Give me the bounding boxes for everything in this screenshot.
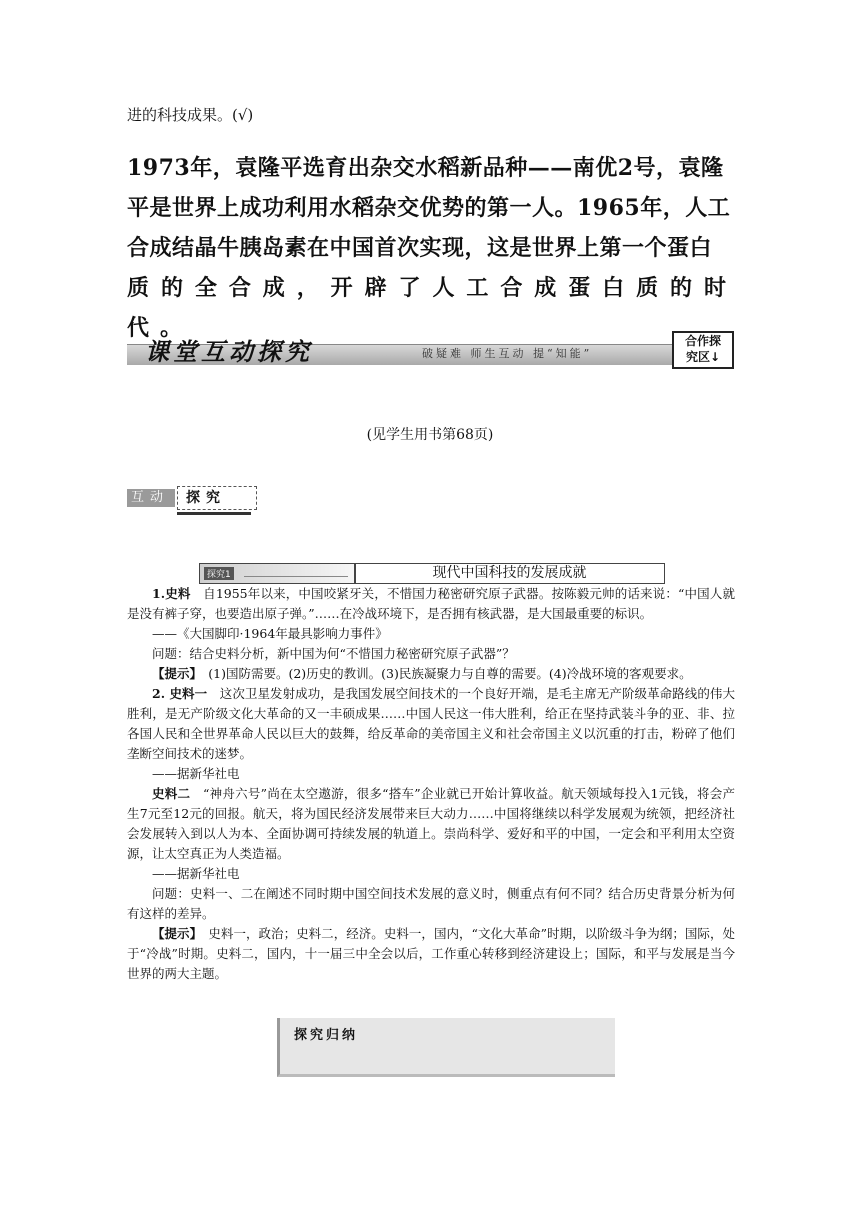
q2-text2: “神舟六号”尚在太空遨游，很多“搭车”企业就已开始计算收益。航天领域每投入1元钱，将会产生7元至12元的回报。航天，将为国民经济发展带来巨大动力……中国将继续以科学发展观为统领，把经济社会发展转入到以人为本、全面协调可持续发展的轨道上。崇尚科学、爱好和平的中国，一定会和平利用太空资源，让太空真正为人类造福。 xyxy=(127,786,735,861)
q2-hint-text: 史料一，政治；史料二，经济。史料一，国内，“文化大革命”时期，以阶级斗争为纲；国际，处于“冷战”时期。史料二，国内，十一届三中全会以后，工作重心转移到经济建设上；国际，和平与发展是当今世界的两大主题。 xyxy=(127,926,735,981)
summary-box xyxy=(277,1018,615,1077)
badge-right: 探究 xyxy=(177,486,257,510)
q2-text1: 这次卫星发射成功，是我国发展空间技术的一个良好开端，是毛主席无产阶级革命路线的伟大胜利，是无产阶级文化大革命的又一丰硕成果……中国人民这一伟大胜利，给正在坚持武装斗争的亚、非、拉各国人民和全世界革命人民以巨大的鼓舞，给反革命的美帝国主义和社会帝国主义以沉重的打击，粉碎了他们垄断空间技术的迷梦。 xyxy=(127,686,735,761)
q2-question: 问题：史料一、二在阐述不同时期中国空间技术发展的意义时，侧重点有何不同？结合历史背景分析为何有这样的差异。 xyxy=(127,886,735,921)
topic-tag-label: 探究1 xyxy=(204,567,234,580)
arrow-icon xyxy=(244,576,348,577)
q1-hint xyxy=(127,664,735,684)
q1-text: 自1955年以来，中国咬紧牙关，不惜国力秘密研究原子武器。按陈毅元帅的话来说：“中国人就是没有裤子穿，也要造出原子弹。”……在冷战环境下，是否拥有核武器，是大国最重要的标识。 xyxy=(127,586,735,621)
summary-line: 1973年，袁隆平选育出杂交水稻新品种——南优2号，袁隆 xyxy=(127,155,724,181)
q1-lead: 1.史料 xyxy=(152,586,191,601)
bold-summary-paragraph xyxy=(127,148,737,348)
q2-material-2 xyxy=(127,784,735,864)
q1-hint-text: (1)国防需要。(2)历史的教训。(3)民族凝聚力与自尊的需要。(4)冷战环境的客观要求。 xyxy=(195,666,692,681)
banner-box-line: 合作探 xyxy=(684,334,721,348)
banner-box-line: 究区↓ xyxy=(685,350,721,364)
banner-title: 课堂互动探究 xyxy=(145,337,313,366)
q1-source: ——《大国脚印·1964年最具影响力事件》 xyxy=(152,626,388,641)
badge-left: 互动 xyxy=(127,489,175,507)
q1-hint-label: 【提示】 xyxy=(152,666,196,681)
exploration-content xyxy=(127,584,735,984)
previous-line: 进的科技成果。(√) xyxy=(127,106,254,124)
banner-zone-box xyxy=(672,331,734,369)
summary-line: 平是世界上成功利用水稻杂交优势的第一人。1965年，人工 xyxy=(127,195,731,221)
topic-name: 现代中国科技的发展成就 xyxy=(354,563,665,584)
hudong-tanjiu-badge xyxy=(127,486,251,516)
q2-material-1 xyxy=(127,684,735,764)
q2-lead2: 史料二 xyxy=(152,786,191,801)
topic-tag xyxy=(199,563,356,584)
topic-header xyxy=(199,563,665,583)
section-banner xyxy=(127,330,734,368)
q2-lead: 2. 史料一 xyxy=(152,686,208,701)
summary-line: 质的全合成，开辟了人工合成蛋白质的时代。 xyxy=(127,275,737,341)
page-reference: (见学生用书第68页) xyxy=(366,427,494,443)
q2-hint xyxy=(127,924,735,984)
badge-underline xyxy=(177,512,251,515)
q2-hint-label: 【提示】 xyxy=(152,926,196,941)
summary-line: 合成结晶牛胰岛素在中国首次实现，这是世界上第一个蛋白 xyxy=(127,235,713,261)
q1-material xyxy=(127,584,735,624)
q2-source2: ——据新华社电 xyxy=(152,866,240,881)
summary-box-title: 探究归纳 xyxy=(294,1028,359,1043)
q1-question: 问题：结合史料分析，新中国为何“不惜国力秘密研究原子武器”？ xyxy=(152,646,515,661)
q2-source1: ——据新华社电 xyxy=(152,766,240,781)
banner-subtitle: 破疑难 师生互动 提“知能” xyxy=(422,347,593,360)
